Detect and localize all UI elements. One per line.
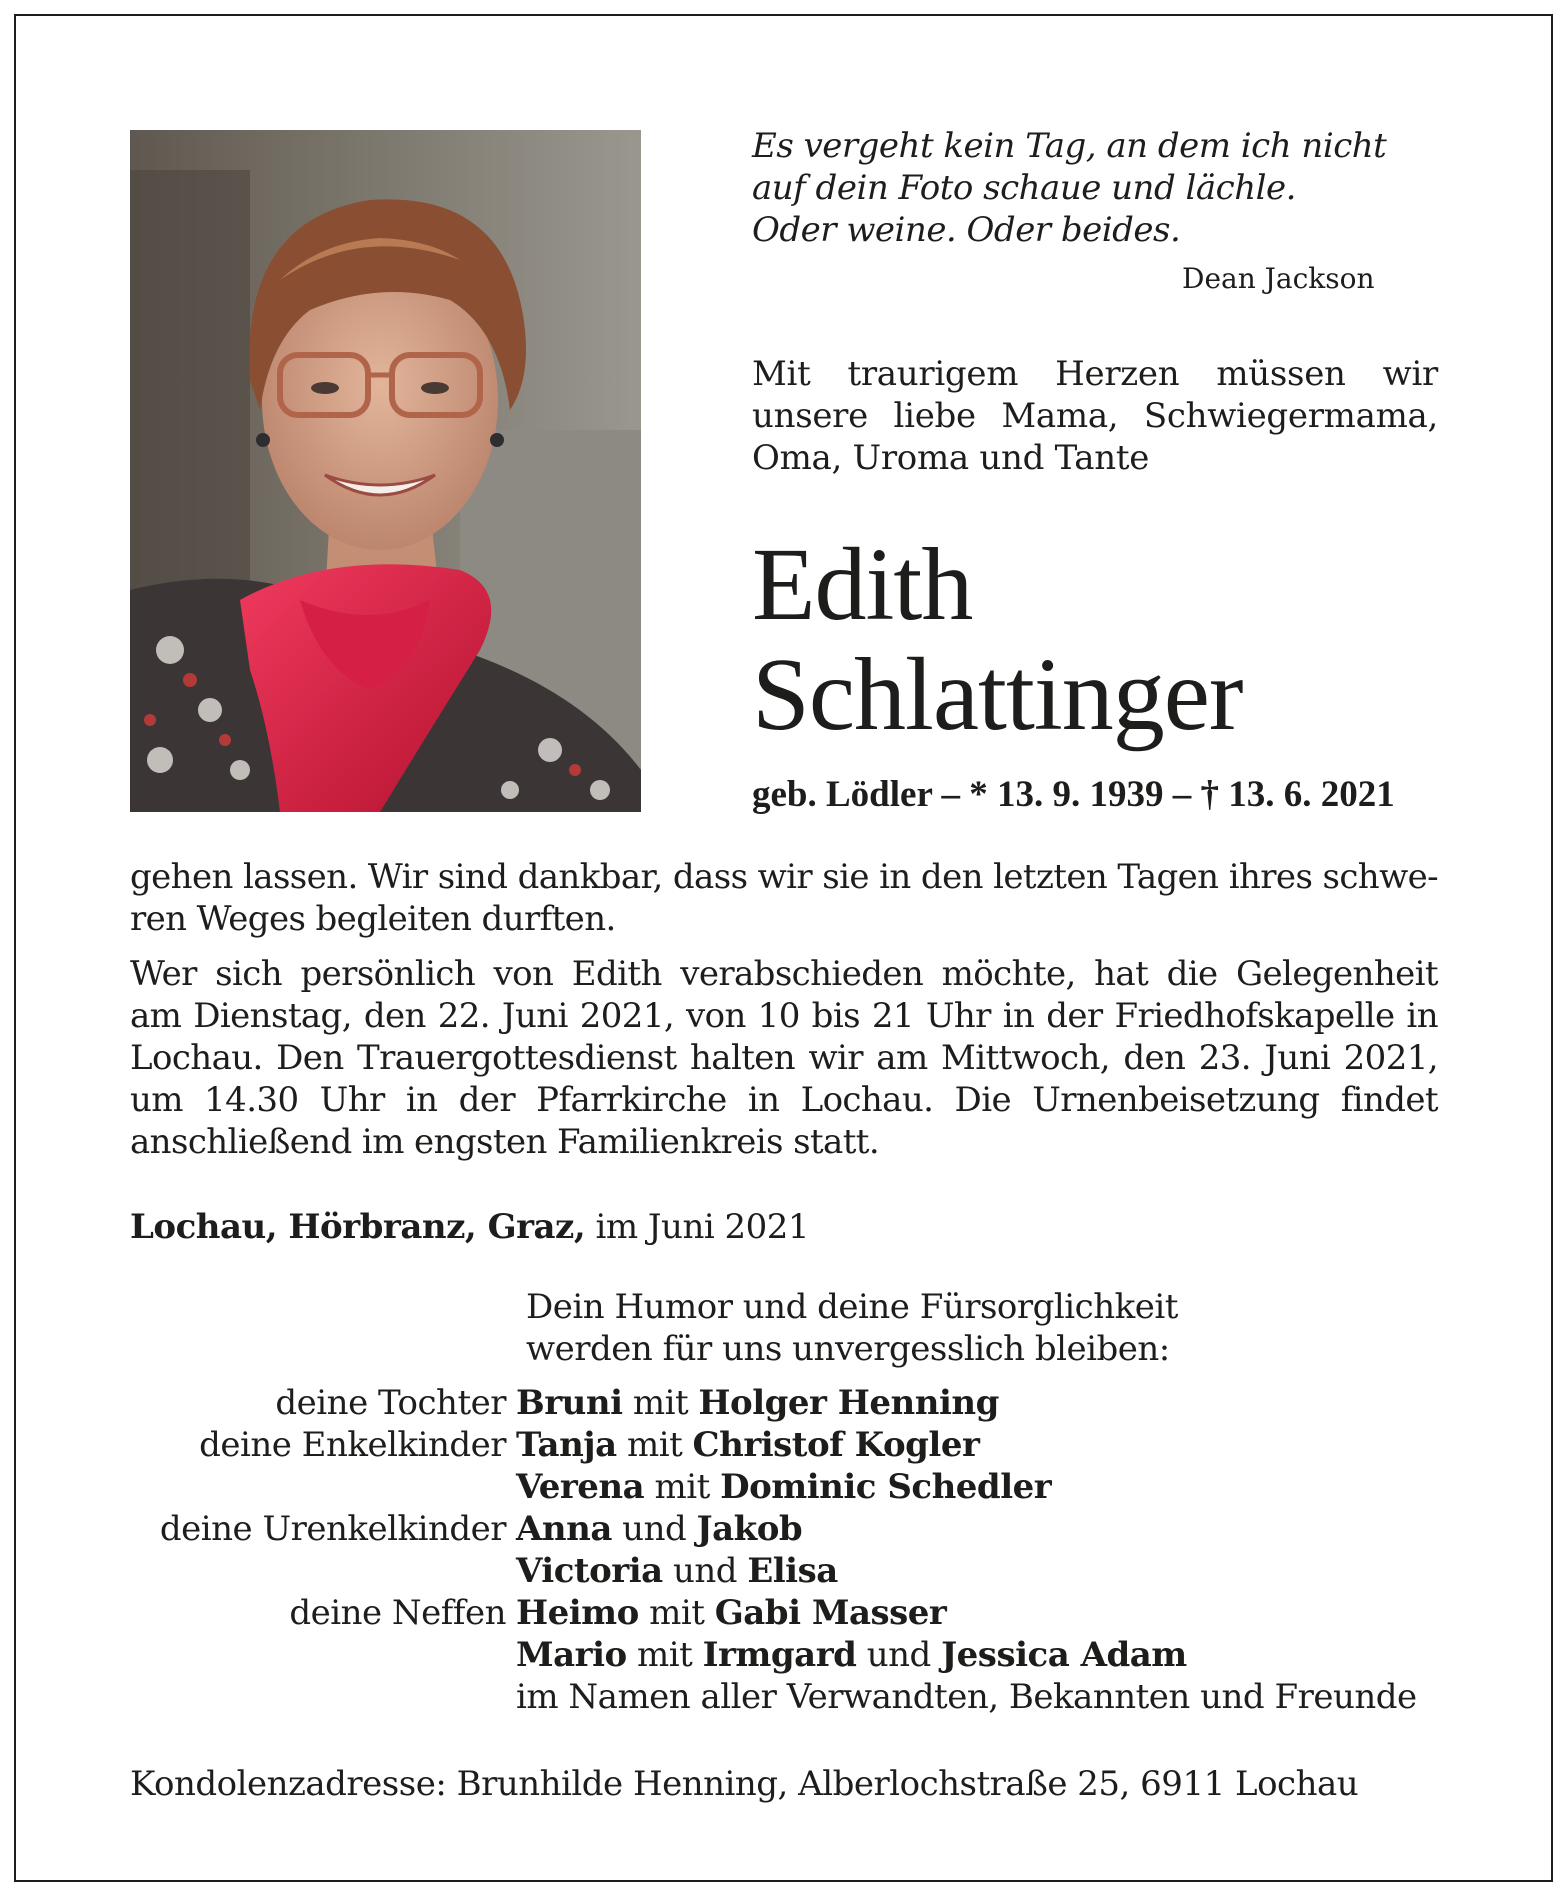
family-name: Gabi Masser — [714, 1593, 947, 1633]
paragraph-line: am Dienstag, den 22. Juni 2021, von 10 bis 21 Uhr in der Friedhofskapelle in — [130, 996, 1438, 1036]
family-name: Dominic Schedler — [720, 1467, 1052, 1507]
places: Lochau, Hörbranz, Graz, — [130, 1207, 586, 1247]
paragraph-line: gehen lassen. Wir sind dankbar, dass wir sie in den letzten Tagen ihres schwe- — [130, 857, 1438, 897]
family-conjunction: und — [662, 1551, 748, 1591]
family-names — [516, 1634, 1460, 1676]
paragraph-line: Lochau. Den Trauergottesdienst halten wir am Mittwoch, den 23. Juni 2021, — [130, 1038, 1438, 1078]
family-names — [516, 1382, 1460, 1424]
closing-line: Dein Humor und deine Fürsorglichkeit — [526, 1287, 1178, 1327]
family-relation — [130, 1466, 516, 1508]
family-name: Jakob — [696, 1509, 803, 1549]
family-names — [516, 1424, 1460, 1466]
family-relation — [130, 1550, 516, 1592]
family-name: Anna — [516, 1509, 612, 1549]
family-row — [130, 1424, 1460, 1466]
family-row — [130, 1676, 1460, 1718]
portrait-illustration — [130, 130, 641, 812]
family-relation — [130, 1634, 516, 1676]
paragraph-line: um 14.30 Uhr in der Pfarrkirche in Lochau. Die Urnenbeisetzung findet — [130, 1080, 1438, 1120]
family-relation: deine Urenkelkinder — [159, 1509, 506, 1549]
intro-line: Mit traurigem Herzen müssen wir — [752, 354, 1438, 394]
family-row — [130, 1634, 1460, 1676]
family-relation: deine Tochter — [275, 1383, 506, 1423]
family-name: Holger Henning — [698, 1383, 999, 1423]
intro-line: Oma, Uroma und Tante — [752, 438, 1150, 478]
condolence-address: Kondolenzadresse: Brunhilde Henning, Alberlochstraße 25, 6911 Lochau — [130, 1764, 1359, 1804]
birth-death-line: geb. Lödler – * 13. 9. 1939 – † 13. 6. 2021 — [752, 774, 1395, 815]
quote-line: auf dein Foto schaue und lächle. — [752, 168, 1296, 208]
family-name: Irmgard — [702, 1635, 857, 1675]
family-row — [130, 1466, 1460, 1508]
family-name: Tanja — [516, 1425, 617, 1465]
closing-line: werden für uns unvergesslich bleiben: — [526, 1329, 1170, 1369]
family-name: Verena — [516, 1467, 645, 1507]
paragraph-line: anschließend im engsten Familienkreis statt. — [130, 1122, 880, 1162]
family-names — [516, 1508, 1460, 1550]
last-name: Schlattinger — [752, 637, 1243, 752]
family-names — [516, 1550, 1460, 1592]
intro-text — [752, 353, 1438, 479]
family-conjunction: mit — [616, 1425, 693, 1465]
closing-text — [526, 1286, 1178, 1370]
family-list — [130, 1382, 1460, 1718]
family-name: Jessica Adam — [941, 1635, 1187, 1675]
first-name: Edith — [752, 527, 973, 642]
family-footer: im Namen aller Verwandten, Bekannten und Freunde — [516, 1677, 1417, 1717]
family-conjunction: mit — [626, 1635, 703, 1675]
family-name: Heimo — [516, 1593, 639, 1633]
portrait-photo — [130, 130, 641, 812]
quote-line: Es vergeht kein Tag, an dem ich nicht — [752, 126, 1387, 166]
intro-line: unsere liebe Mama, Schwiegermama, — [752, 396, 1438, 436]
family-conjunction: mit — [644, 1467, 721, 1507]
family-row — [130, 1382, 1460, 1424]
paragraph-services — [130, 953, 1438, 1163]
family-conjunction: mit — [638, 1593, 715, 1633]
family-name: Bruni — [516, 1383, 623, 1423]
family-row — [130, 1550, 1460, 1592]
family-relation: deine Enkelkinder — [199, 1425, 506, 1465]
family-conjunction: und — [611, 1509, 697, 1549]
family-name: Mario — [516, 1635, 627, 1675]
family-names — [516, 1466, 1460, 1508]
deceased-name — [752, 527, 1243, 752]
family-relation — [130, 1676, 516, 1718]
place-date — [130, 1206, 809, 1248]
paragraph-line: ren Weges begleiten durften. — [130, 899, 616, 939]
family-names — [516, 1592, 1460, 1634]
family-relation: deine Neffen — [289, 1593, 506, 1633]
paragraph-thanks — [130, 856, 1438, 940]
family-name: Elisa — [747, 1551, 838, 1591]
family-row — [130, 1592, 1460, 1634]
family-name: Christof Kogler — [692, 1425, 980, 1465]
date: im Juni 2021 — [585, 1207, 810, 1247]
paragraph-line: Wer sich persönlich von Edith verabschieden möchte, hat die Gelegenheit — [130, 954, 1438, 994]
quote-author: Dean Jackson — [1182, 262, 1375, 295]
family-conjunction: mit — [622, 1383, 699, 1423]
family-conjunction: und — [856, 1635, 942, 1675]
quote-line: Oder weine. Oder beides. — [752, 210, 1181, 250]
memorial-quote — [752, 125, 1452, 251]
family-row — [130, 1508, 1460, 1550]
family-name: Victoria — [516, 1551, 663, 1591]
